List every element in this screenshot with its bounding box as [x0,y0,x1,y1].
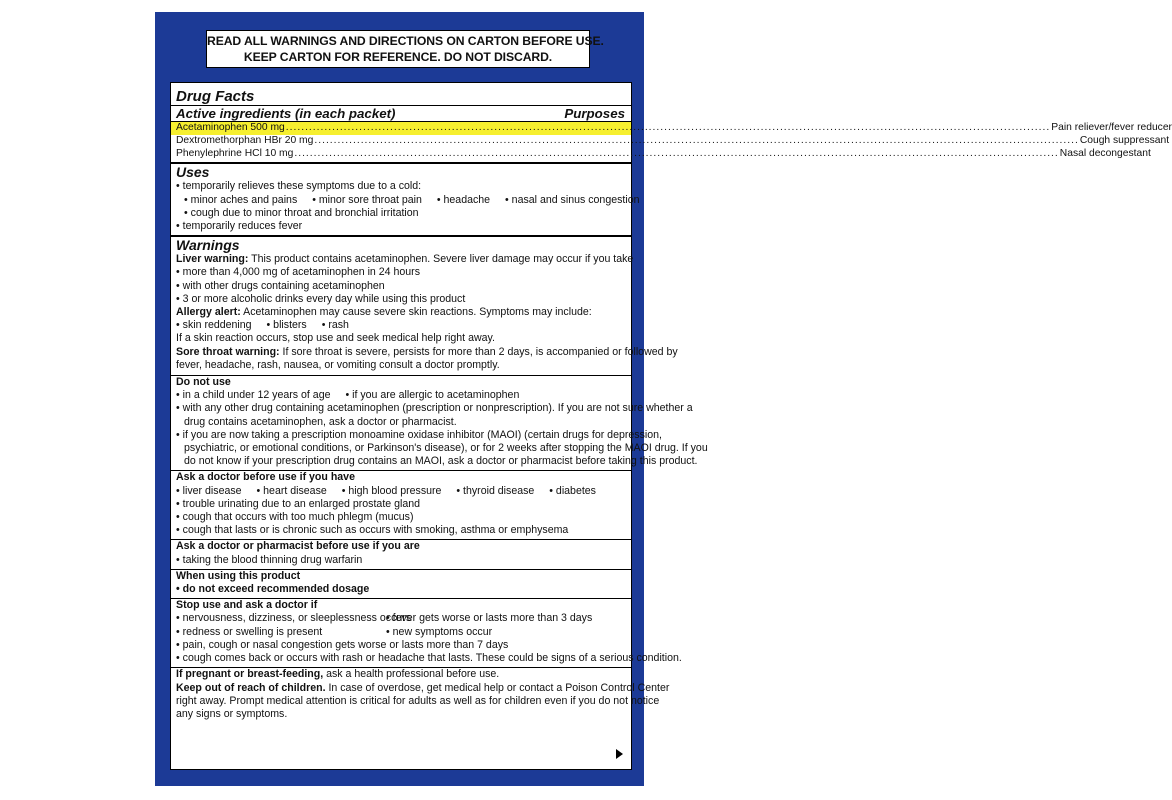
allergy-alert [176,306,625,319]
liver-warning-text: This product contains acetaminophen. Severe liver damage may occur if you take [248,253,634,266]
ask-pharmacist-item: • taking the blood thinning drug warfarin [176,554,625,567]
ask-doctor-section [171,470,631,537]
symptom-item: • headache [437,194,490,207]
condition-item: • high blood pressure [342,485,442,498]
stop-use-row [176,612,625,625]
banner-line-1: READ ALL WARNINGS AND DIRECTIONS ON CARTON BEFORE USE. [207,34,604,48]
banner-line-2: KEEP CARTON FOR REFERENCE. DO NOT DISCARD. [243,50,553,64]
allergy-items [176,319,625,332]
drug-facts-title: Drug Facts [176,88,255,105]
condition-item: • liver disease [176,485,242,498]
do-not-use-item: • in a child under 12 years of age [176,389,330,402]
ingredient-purpose: Nasal decongestant [1059,147,1151,159]
ingredient-purpose: Pain reliever/fever reducer [1051,122,1172,133]
stop-use-item: • new symptoms occur [386,626,492,639]
ingredient-name: Dextromethorphan HBr 20 mg [176,134,314,146]
allergy-alert-text: Acetaminophen may cause severe skin reactions. Symptoms may include: [240,306,592,319]
do-not-use-item-cont: do not know if your prescription drug contains an MAOI, ask a doctor or pharmacist before taking this product. [184,455,698,468]
ingredient-purpose: Cough suppressant [1079,134,1170,146]
do-not-use-item-cont: psychiatric, or emotional conditions, or Parkinson's disease), or for 2 weeks after stopping the MAOI drug. If you [184,442,708,455]
stop-use-item: • redness or swelling is present [176,626,386,639]
purposes-title: Purposes [564,106,625,121]
keep-out-text-3: any signs or symptoms. [176,707,288,720]
drug-facts-panel [170,82,1172,770]
liver-warning-label: Liver warning: [176,253,249,266]
warnings-title: Warnings [176,237,240,254]
stop-use-item: • nervousness, dizziness, or sleeplessness occurs [176,612,386,625]
condition-item: • cough that occurs with too much phlegm (mucus) [176,511,625,524]
stop-use-row [176,626,625,639]
ingredient-row [176,134,1170,148]
sore-throat-label: Sore throat warning: [176,345,280,358]
keep-out-line [176,681,670,695]
keep-out-label: Keep out of reach of children. [176,681,326,694]
ask-doctor-title: Ask a doctor before use if you have [176,471,355,484]
symptom-item: • minor aches and pains [184,194,297,207]
stop-use-item: • cough comes back or occurs with rash or headache that lasts. These could be signs of a serious condition. [176,652,625,665]
allergy-item: • blisters [267,319,307,332]
do-not-use-item-cont: drug contains acetaminophen, ask a doctor or pharmacist. [184,415,457,428]
do-not-use-item: • with any other drug containing acetaminophen (prescription or nonprescription). If you are not sure whether a [176,402,625,415]
warning-banner [206,30,604,68]
condition-item: • heart disease [257,485,327,498]
active-ingredients-title: Active ingredients (in each packet) [176,106,396,121]
active-ingredients-section [171,105,1172,160]
allergy-item: • skin reddening [176,319,252,332]
pregnant-line [176,668,625,681]
symptom-row [176,193,640,207]
symptom-item: • cough due to minor throat and bronchial irritation [176,207,625,220]
condition-item: • diabetes [549,485,596,498]
do-not-use-section [171,375,708,468]
allergy-after: If a skin reaction occurs, stop use and seek medical help right away. [176,332,495,345]
stop-use-title: Stop use and ask a doctor if [176,599,318,612]
ingredient-row [176,147,1151,161]
ingredient-name: Phenylephrine HCl 10 mg [176,147,294,159]
do-not-use-item: • if you are now taking a prescription monoamine oxidase inhibitor (MAOI) (certain drugs for depression, [176,429,625,442]
when-using-item: • do not exceed recommended dosage [176,583,625,596]
uses-item: • temporarily reduces fever [176,220,625,233]
active-ingredients-header [176,106,625,121]
ask-pharmacist-section [171,539,631,566]
pregnant-text: ask a health professional before use. [323,668,500,681]
do-not-use-row [176,389,625,402]
pregnant-section [171,667,670,721]
sore-throat-text-2: fever, headache, rash, nausea, or vomiting consult a doctor promptly. [176,358,500,371]
do-not-use-title: Do not use [176,376,231,389]
continue-arrow-icon [616,749,623,759]
liver-item: • more than 4,000 mg of acetaminophen in 24 hours [176,266,625,279]
liver-item: • 3 or more alcoholic drinks every day while using this product [176,293,625,306]
when-using-title: When using this product [176,569,301,582]
condition-item: • cough that lasts or is chronic such as occurs with smoking, asthma or emphysema [176,524,625,537]
do-not-use-item: • if you are allergic to acetaminophen [345,389,519,402]
stop-use-item: • pain, cough or nasal congestion gets worse or lasts more than 7 days [176,639,625,652]
sore-throat-warning [176,345,678,359]
warnings-section [171,235,678,372]
pregnant-label: If pregnant or breast-feeding, [176,668,324,681]
uses-title: Uses [176,164,210,181]
ask-doctor-row [176,485,625,498]
condition-item: • trouble urinating due to an enlarged prostate gland [176,498,625,511]
when-using-section [171,569,631,596]
allergy-item: • rash [322,319,349,332]
keep-out-text: In case of overdose, get medical help or contact a Poison Control Center [325,681,670,694]
symptom-item: • nasal and sinus congestion [505,194,639,207]
allergy-alert-label: Allergy alert: [176,306,241,319]
keep-out-text-2: right away. Prompt medical attention is critical for adults as well as for children even if you do not notice [176,694,660,707]
uses-section [171,162,640,233]
leader-dots [286,122,1050,135]
condition-item: • thyroid disease [456,485,534,498]
symptom-item: • minor sore throat pain [312,194,422,207]
leader-dots [314,135,1078,148]
sore-throat-text: If sore throat is severe, persists for more than 2 days, is accompanied or followed by [279,345,678,358]
stop-use-section [171,598,682,665]
liver-item: • with other drugs containing acetaminophen [176,280,625,293]
stop-use-item: • fever gets worse or lasts more than 3 days [386,612,592,625]
leader-dots [294,148,1058,161]
ask-pharmacist-title: Ask a doctor or pharmacist before use if you are [176,540,420,553]
liver-warning [176,253,634,266]
uses-intro: • temporarily relieves these symptoms due to a cold: [176,180,625,193]
ingredient-name: Acetaminophen 500 mg [176,122,285,133]
ingredient-row [171,121,1172,135]
